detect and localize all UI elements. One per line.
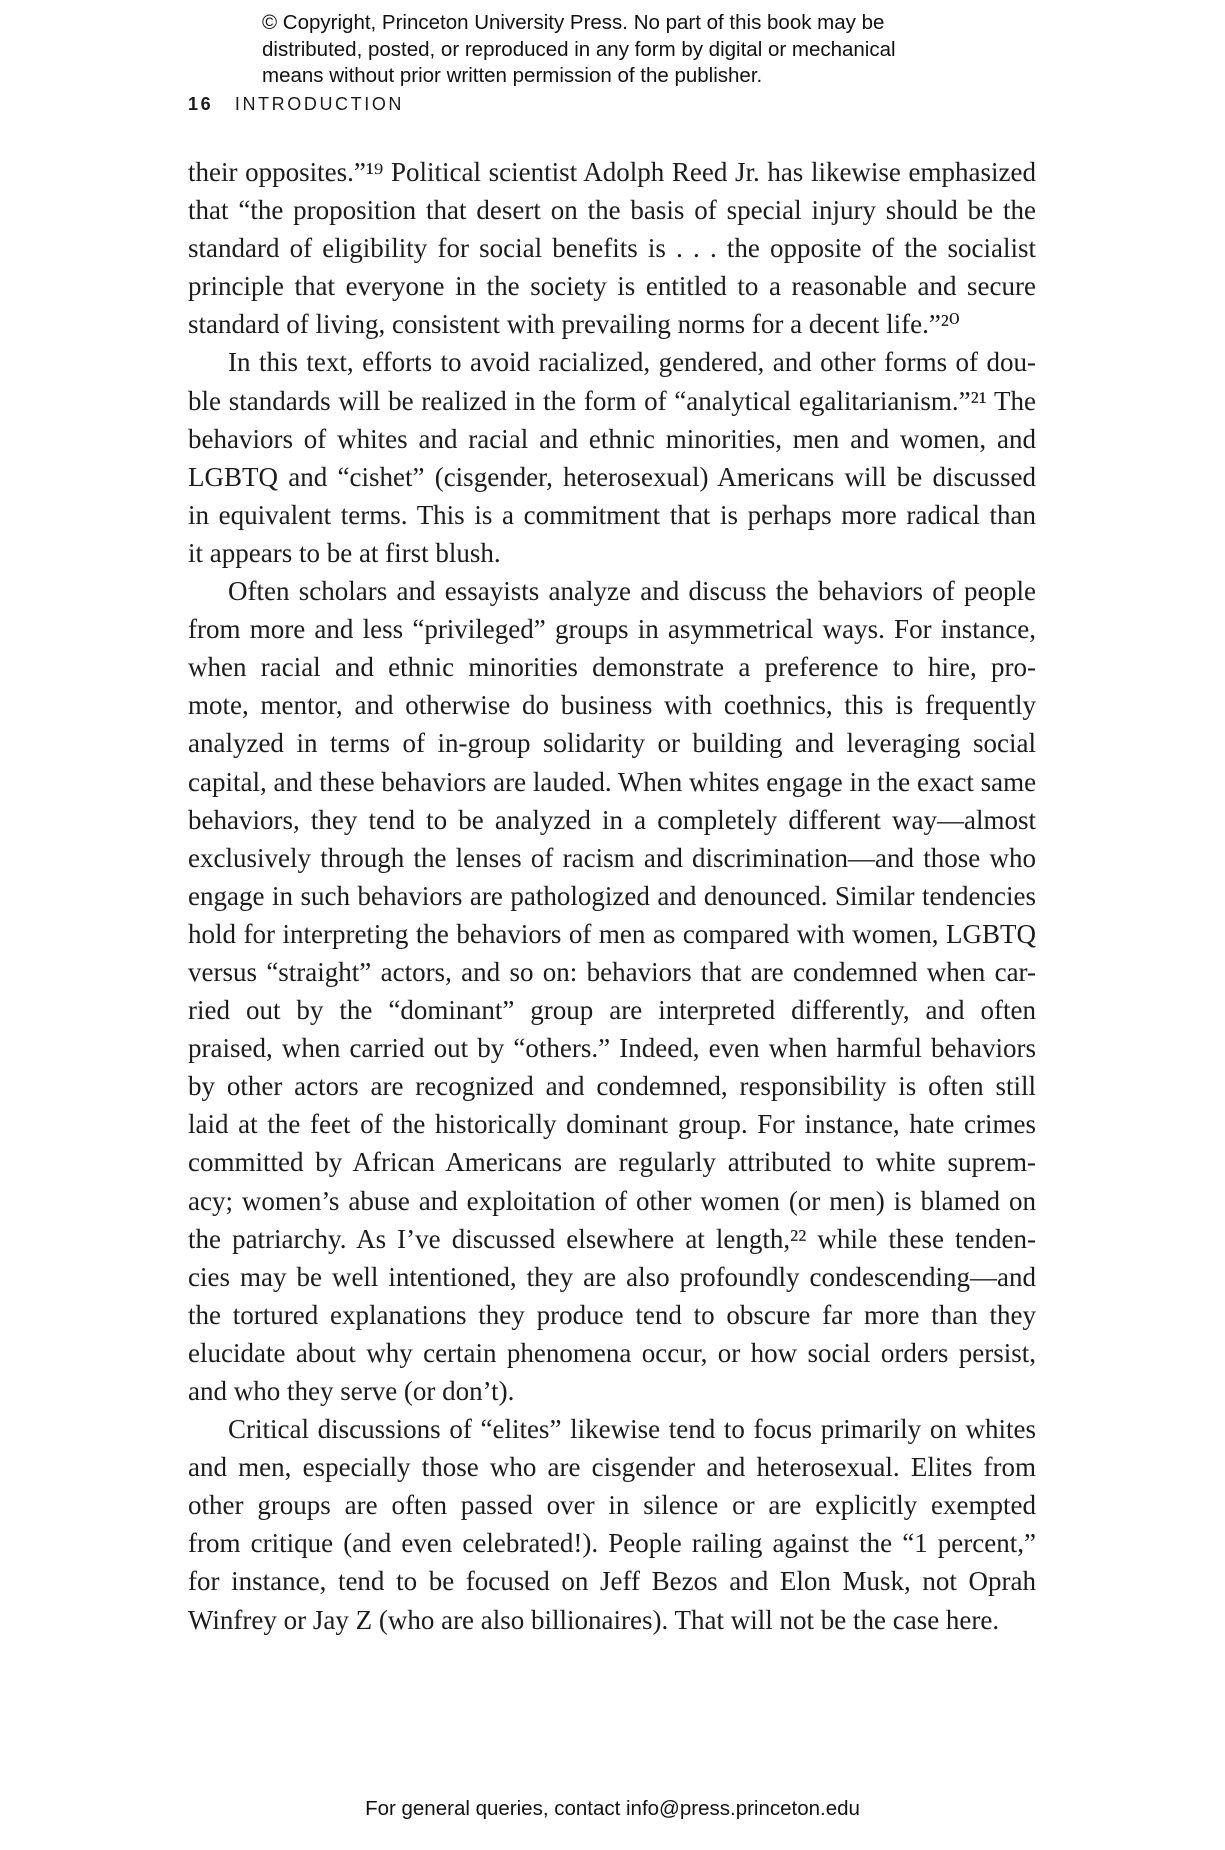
paragraph xyxy=(188,153,1036,343)
text-line: and men, especially those who are cisgender and heterosexual. Elites from xyxy=(188,1452,1036,1483)
text-line: other groups are often passed over in silence or are explicitly exempted xyxy=(188,1490,1036,1521)
text-line: Winfrey or Jay Z (who are also billionaires). That will not be the case here. xyxy=(188,1604,1000,1635)
text-line: Critical discussions of “elites” likewise tend to focus primarily on whites xyxy=(228,1414,1036,1445)
running-head xyxy=(188,94,404,115)
text-line: by other actors are recognized and condemned, responsibility is often still xyxy=(188,1071,1036,1102)
text-line: the patriarchy. As I’ve discussed elsewhere at length,²² while these tenden- xyxy=(188,1223,1036,1254)
text-line: committed by African Americans are regularly attributed to white suprem- xyxy=(188,1147,1036,1178)
text-line: capital, and these behaviors are lauded. When whites engage in the exact same xyxy=(188,766,1036,797)
text-line: versus “straight” actors, and so on: behaviors that are condemned when car- xyxy=(188,956,1036,987)
text-line: ble standards will be realized in the form of “analytical egalitarianism.”²¹ The xyxy=(188,385,1036,416)
text-line: behaviors, they tend to be analyzed in a completely different way—almost xyxy=(188,804,1036,835)
copyright-line: © Copyright, Princeton University Press. No part of this book may be xyxy=(262,11,885,34)
text-line: principle that everyone in the society is entitled to a reasonable and secure xyxy=(188,271,1036,302)
copyright-line: distributed, posted, or reproduced in any form by digital or mechanical xyxy=(262,37,896,61)
text-line: behaviors of whites and racial and ethnic minorities, men and women, and xyxy=(188,423,1036,454)
paragraph xyxy=(188,343,1036,572)
text-line: from more and less “privileged” groups in asymmetrical ways. For instance, xyxy=(188,614,1036,645)
text-line: standard of eligibility for social benefits is . . . the opposite of the socialist xyxy=(188,233,1036,264)
paragraph xyxy=(188,572,1036,1410)
copyright-notice xyxy=(262,10,1022,90)
text-line: laid at the feet of the historically dominant group. For instance, hate crimes xyxy=(188,1109,1036,1140)
footer-contact: For general queries, contact info@press.princeton.edu xyxy=(365,1797,860,1820)
text-line: ried out by the “dominant” group are interpreted differently, and often xyxy=(188,995,1036,1026)
text-line: from critique (and even celebrated!). People railing against the “1 percent,” xyxy=(188,1528,1036,1559)
page-number: 16 xyxy=(188,94,214,114)
text-line: elucidate about why certain phenomena occur, or how social orders persist, xyxy=(188,1337,1036,1368)
text-line: praised, when carried out by “others.” Indeed, even when harmful behaviors xyxy=(188,1033,1036,1064)
body-text xyxy=(188,153,1036,1639)
text-line: acy; women’s abuse and exploitation of other women (or men) is blamed on xyxy=(188,1185,1036,1216)
text-line: the tortured explanations they produce tend to obscure far more than they xyxy=(188,1299,1036,1330)
text-line: cies may be well intentioned, they are also profoundly condescending—and xyxy=(188,1261,1036,1292)
text-line: exclusively through the lenses of racism and discrimination—and those who xyxy=(188,842,1036,873)
text-line: their opposites.”¹⁹ Political scientist Adolph Reed Jr. has likewise emphasized xyxy=(188,157,1036,187)
text-line: hold for interpreting the behaviors of men as compared with women, LGBTQ xyxy=(188,918,1036,949)
text-line: mote, mentor, and otherwise do business with coethnics, this is frequently xyxy=(188,690,1036,721)
section-title: INTRODUCTION xyxy=(234,94,405,114)
paragraph xyxy=(188,1410,1036,1639)
text-line: LGBTQ and “cishet” (cisgender, heterosexual) Americans will be discussed xyxy=(188,461,1036,492)
text-line: when racial and ethnic minorities demonstrate a preference to hire, pro- xyxy=(188,652,1036,683)
text-line: standard of living, consistent with prevailing norms for a decent life.”²⁰ xyxy=(188,309,960,340)
text-line: that “the proposition that desert on the basis of special injury should be the xyxy=(188,195,1036,226)
text-line: analyzed in terms of in-group solidarity or building and leveraging social xyxy=(188,728,1036,759)
text-line: in equivalent terms. This is a commitment that is perhaps more radical than xyxy=(188,499,1036,530)
text-line: Often scholars and essayists analyze and discuss the behaviors of people xyxy=(228,576,1036,607)
text-line: In this text, efforts to avoid racialized, gendered, and other forms of dou- xyxy=(228,347,1036,378)
text-line: engage in such behaviors are pathologized and denounced. Similar tendencies xyxy=(188,880,1036,911)
text-line: for instance, tend to be focused on Jeff Bezos and Elon Musk, not Oprah xyxy=(188,1566,1036,1597)
copyright-line: means without prior written permission of the publisher. xyxy=(262,64,763,87)
text-line: and who they serve (or don’t). xyxy=(188,1376,515,1406)
text-line: it appears to be at first blush. xyxy=(188,537,501,568)
